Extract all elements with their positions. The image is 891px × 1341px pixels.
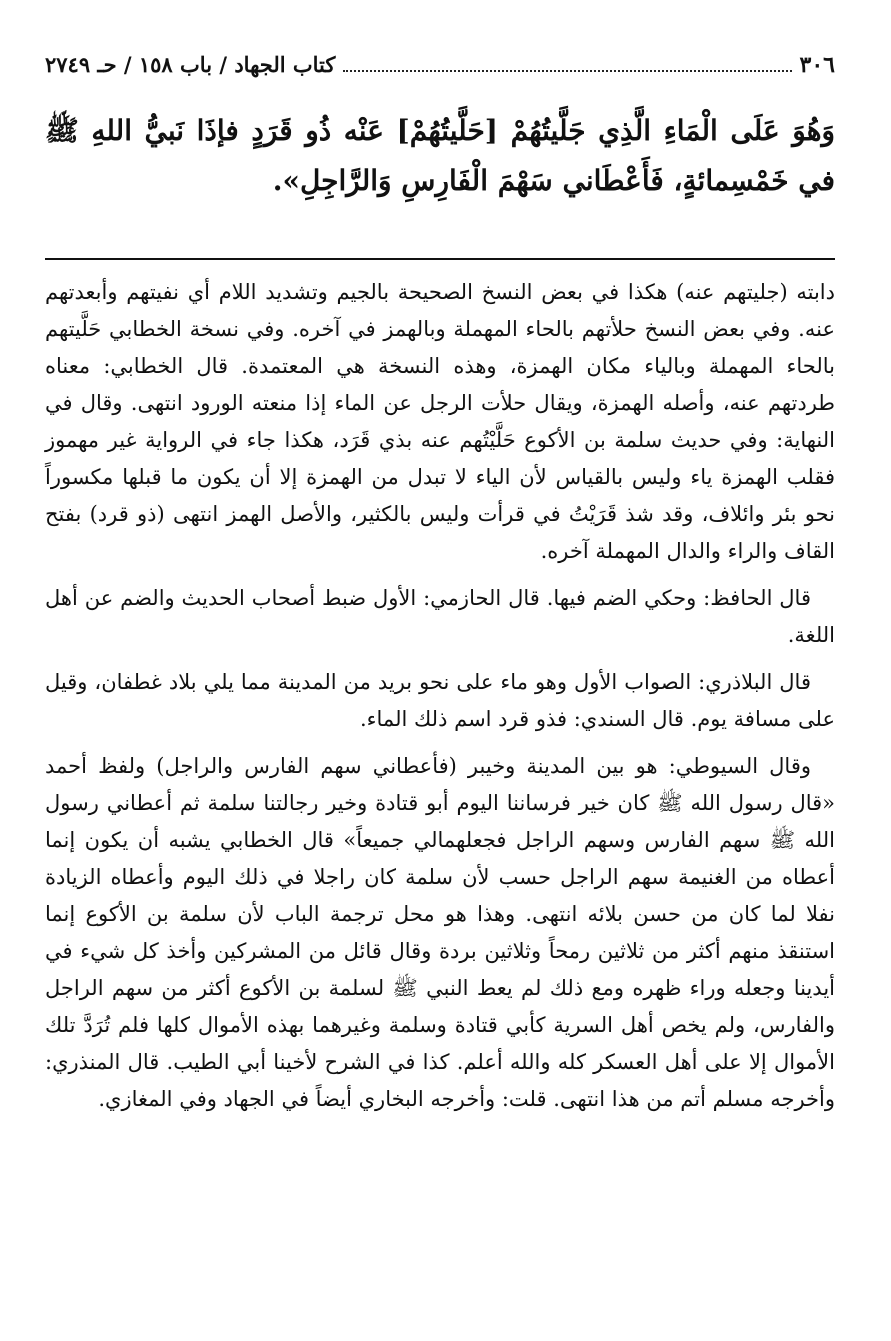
commentary-paragraph: قال البلاذري: الصواب الأول وهو ماء على نحو بريد من المدينة مما يلي بلاد غطفان، وقيل على مسافة يوم. قال السندي: فذو قرد اسم ذلك الماء. — [45, 670, 835, 731]
commentary — [45, 274, 835, 1118]
footnote-divider — [45, 258, 835, 260]
hadith-text: وَهُوَ عَلَى الْمَاءِ الَّذِي جَلَّيتُهُمْ [حَلَّيتُهُمْ] عَنْه ذُو قَرَدٍ فإذَا نَبيُّ اللهِ ﷺ في خَمْسِمائةٍ، فَأَعْطَاني سَهْمَ الْفَارِسِ وَالرَّاجِلِ». — [45, 114, 835, 197]
commentary-paragraph: قال الحافظ: وحكي الضم فيها. قال الحازمي: الأول ضبط أصحاب الحديث والضم عن أهل اللغة. — [45, 586, 835, 647]
header-title: كتاب الجهاد / باب ١٥٨ / حـ ٢٧٤٩ — [45, 52, 336, 77]
book-page — [45, 50, 835, 1128]
commentary-paragraph: وقال السيوطي: هو بين المدينة وخيبر (فأعطاني سهم الفارس والراجل) ولفظ أحمد «قال رسول الله ﷺ كان خير فرساننا اليوم أبو قتادة وخير رجالتنا سلمة ثم أعطاني رسول الله ﷺ سهم الفارس وسهم الراجل فجعلهمالي جميعاً» قال الخطابي يشبه أن يكون إنما أعطاه من الغنيمة سهم الراجل حسب لأن سلمة كان راجلا في ذلك اليوم وأعطاه الزيادة نفلا لما كان من حسن بلائه انتهى. وهذا هو محل ترجمة الباب لأن سلمة بن الأكوع إنما استنقذ منهم أكثر من ثلاثين رمحاً وثلاثين بردة وقال قائل من المشركين وأخذ كل شيء في أيدينا وجعله وراء ظهره ومع ذلك لم يعط النبي ﷺ لسلمة بن الأكوع أكثر من سهم الراجل والفارس، ولم يخص أهل السرية كأبي قتادة وسلمة وغيرهما بهذه الأموال كلها فلم تُرَدَّ تلك الأموال إلا على أهل العسكر كله والله أعلم. كذا في الشرح لأخينا أبي الطيب. قال المنذري: وأخرجه مسلم أتم من هذا انتهى. قلت: وأخرجه البخاري أيضاً في الجهاد وفي المغازي. — [45, 754, 835, 1111]
page-number: ٣٠٦ — [799, 52, 835, 78]
dotted-leader — [343, 69, 791, 72]
commentary-paragraph: دابته (جليتهم عنه) هكذا في بعض النسخ الصحيحة بالجيم وتشديد اللام أي نفيتهم وأبعدتهم عنه. وفي بعض النسخ حلأتهم بالحاء المهملة وبالهمز في آخره. وفي نسخة الخطابي حَلَّيتهم بالحاء المهملة وبالياء مكان الهمزة، وهذه النسخة هي المعتمدة. قال الخطابي: معناه طردتهم عنه، وأصله الهمزة، ويقال حلأت الرجل عن الماء إذا منعته الورود انتهى. وقال في النهاية: وفي حديث سلمة بن الأكوع حَلَّيْتُهم عنه بذي قَرَد، هكذا جاء في الرواية غير مهموز فقلب الهمزة ياء وليس بالقياس لأن الياء لا تبدل من الهمزة إلا أن يكون ما قبلها مكسوراً نحو بئر وائلاف، وقد شذ قَرَيْتُ في قرأت وليس بالكثير، والأصل الهمز انتهى (ذو قرد) بفتح القاف والراء والدال المهملة آخره. — [45, 280, 835, 563]
running-header — [45, 50, 835, 80]
